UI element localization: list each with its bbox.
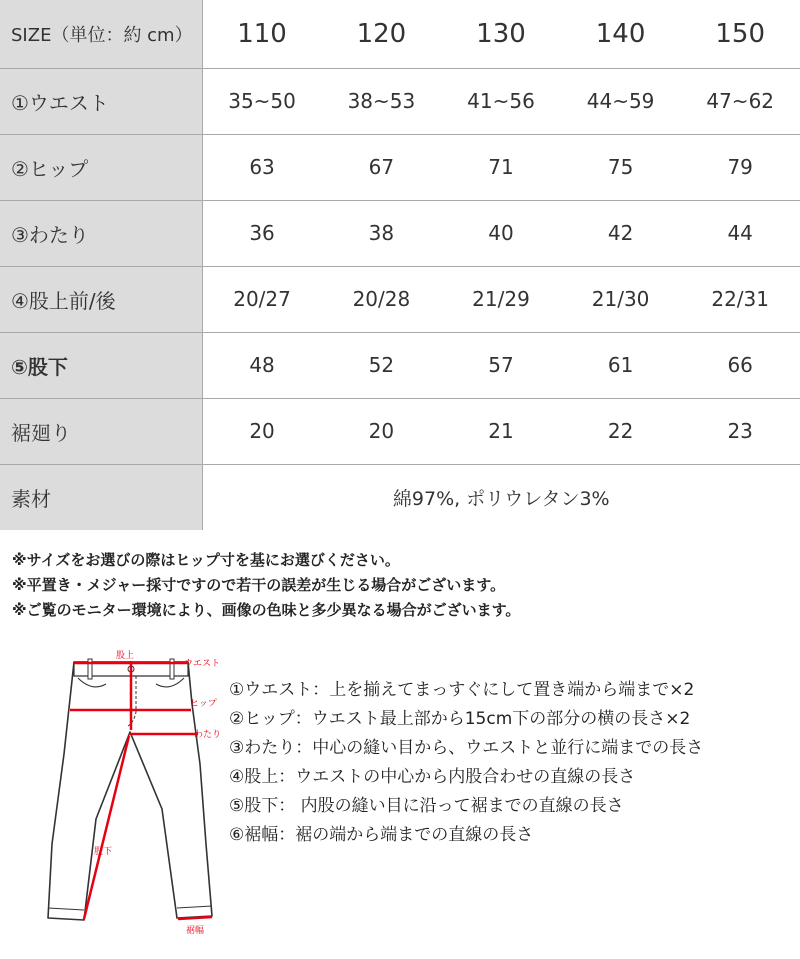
table-cell: 40 (441, 200, 561, 266)
definition-line: ②ヒップ：ウエスト最上部から15cm下の部分の横の長さ×2 (229, 709, 691, 729)
table-row-material (0, 464, 800, 530)
definition-line: ③わたり：中心の縫い目から、ウエストと並行に端までの長さ (229, 738, 704, 758)
definition-line: ④股上：ウエストの中心から内股合わせの直線の長さ (229, 767, 636, 787)
row-label: ⑤股下 (0, 332, 202, 398)
table-cell: 61 (561, 332, 681, 398)
table-cell: 20/27 (202, 266, 322, 332)
table-cell: 63 (202, 134, 322, 200)
diagram-label-hem: 裾幅 (186, 926, 205, 936)
row-label: ②ヒップ (0, 134, 202, 200)
row-label: ③わたり (0, 200, 202, 266)
table-cell: 35~50 (202, 68, 322, 134)
diagram-label-hip: ヒップ (190, 699, 217, 709)
table-cell: 21/29 (441, 266, 561, 332)
table-cell: 38~53 (322, 68, 442, 134)
table-cell: 47~62 (680, 68, 800, 134)
note-line: ※平置き・メジャー採寸ですので若干の誤差が生じる場合がございます。 (12, 576, 506, 594)
table-cell: 71 (441, 134, 561, 200)
table-cell: 20/28 (322, 266, 442, 332)
table-cell: 75 (561, 134, 681, 200)
notes (12, 548, 520, 623)
diagram-label-waist: ウエスト (184, 659, 221, 669)
size-120: 120 (322, 0, 442, 68)
table-cell: 66 (680, 332, 800, 398)
note-line: ※ご覧のモニター環境により、画像の色味と多少異なる場合がございます。 (12, 601, 521, 619)
table-cell: 44~59 (561, 68, 681, 134)
row-label: ④股上前/後 (0, 266, 202, 332)
table-cell: 48 (202, 332, 322, 398)
table-cell: 36 (202, 200, 322, 266)
size-header-label: SIZE（単位：約 cm） (0, 0, 202, 68)
row-label: ①ウエスト (0, 68, 202, 134)
table-cell: 41~56 (441, 68, 561, 134)
size-header-row (0, 0, 800, 68)
table-cell: 79 (680, 134, 800, 200)
diagram-label-thigh: わたり (194, 730, 222, 740)
size-130: 130 (441, 0, 561, 68)
row-label: 裾廻り (0, 398, 202, 464)
definition-line: ⑥裾幅：裾の端から端までの直線の長さ (229, 825, 534, 845)
table-cell: 42 (561, 200, 681, 266)
table-row-hip (0, 134, 800, 200)
pants-diagram (30, 644, 230, 954)
definition-line: ⑤股下： 内股の縫い目に沿って裾までの直線の長さ (229, 796, 624, 816)
row-label: 素材 (0, 464, 202, 530)
table-cell: 57 (441, 332, 561, 398)
table-row-hem (0, 398, 800, 464)
material-value: 綿97%, ポリウレタン3% (392, 487, 610, 510)
size-150: 150 (680, 0, 800, 68)
table-cell: 52 (322, 332, 442, 398)
pants-illustration (30, 644, 230, 954)
diagram-label-inseam: 股下 (94, 847, 113, 857)
measurement-definitions (229, 676, 703, 850)
table-cell: 20 (322, 398, 442, 464)
table-cell: 22 (561, 398, 681, 464)
table-row-inseam (0, 332, 800, 398)
table-cell: 38 (322, 200, 442, 266)
table-row-thigh (0, 200, 800, 266)
table-row-waist (0, 68, 800, 134)
size-140: 140 (561, 0, 681, 68)
size-110: 110 (202, 0, 322, 68)
table-cell: 21/30 (561, 266, 681, 332)
table-cell: 23 (680, 398, 800, 464)
note-line: ※サイズをお選びの際はヒップ寸を基にお選びください。 (12, 551, 400, 569)
table-cell: 21 (441, 398, 561, 464)
definition-line: ①ウエスト：上を揃えてまっすぐにして置き端から端まで×2 (229, 680, 695, 700)
table-cell: 44 (680, 200, 800, 266)
table-cell: 67 (322, 134, 442, 200)
table-cell: 20 (202, 398, 322, 464)
diagram-label-rise: 股上 (116, 651, 135, 661)
table-row-rise (0, 266, 800, 332)
table-cell: 22/31 (680, 266, 800, 332)
